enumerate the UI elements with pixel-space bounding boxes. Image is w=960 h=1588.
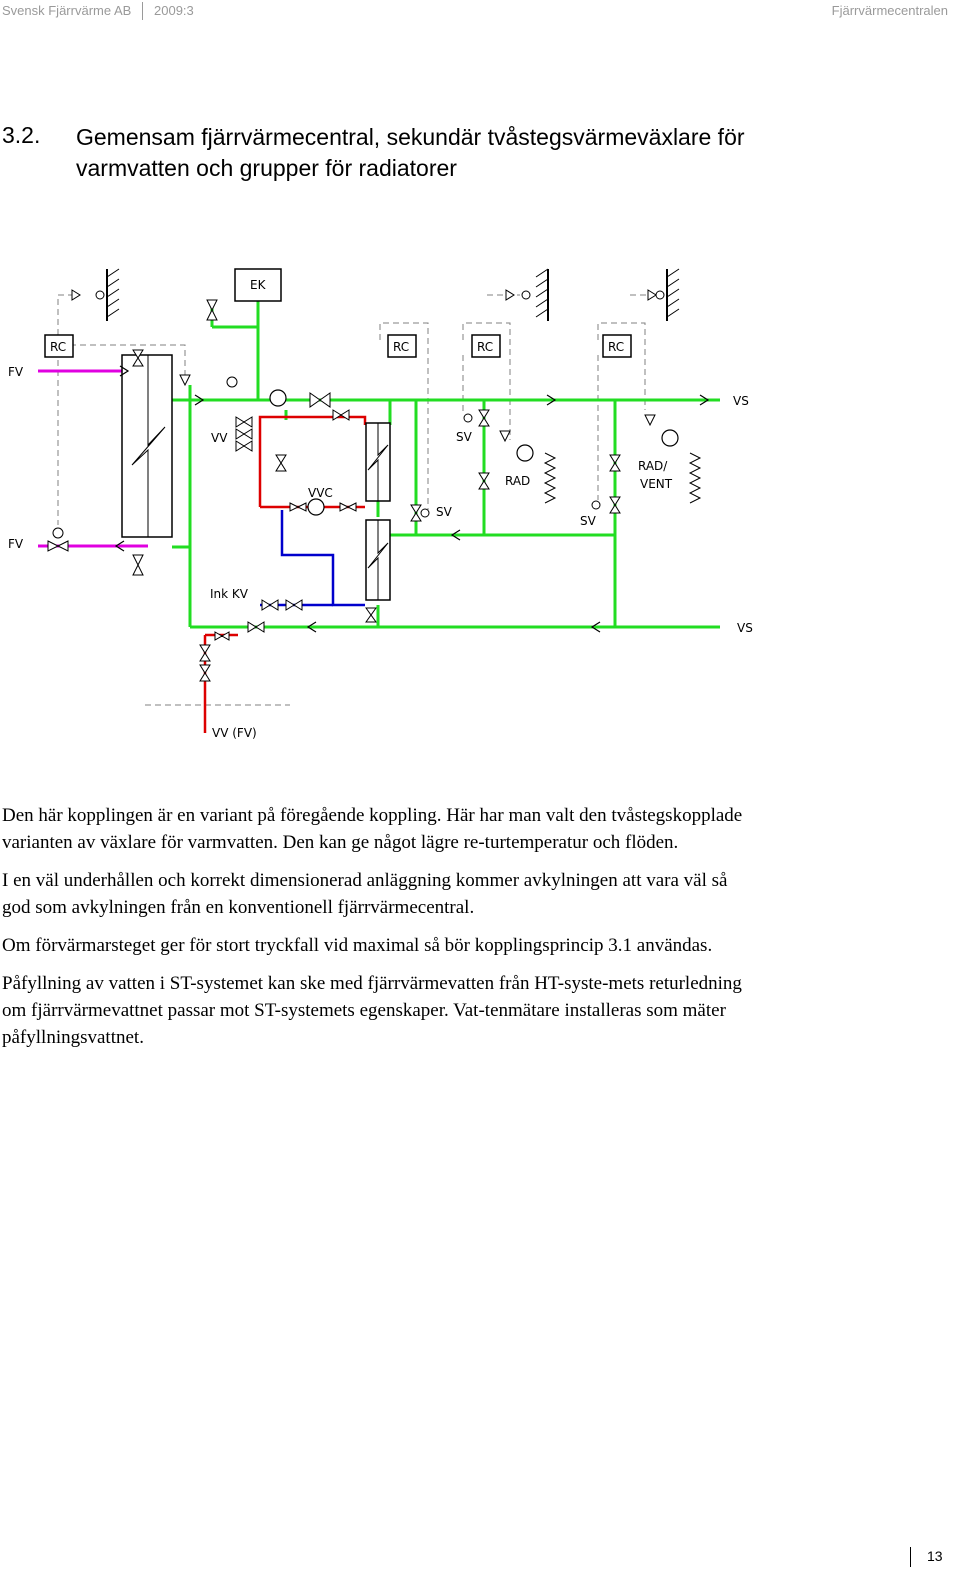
- label-fv-top: FV: [8, 365, 24, 379]
- page-number: 13: [927, 1548, 943, 1564]
- cold-water-pipes: [260, 510, 365, 605]
- label-ek: EK: [250, 278, 266, 292]
- rc-boxes: [45, 335, 631, 357]
- label-sv-3: SV: [580, 514, 596, 528]
- paragraph-1: Den här kopplingen är en variant på föregående koppling. Här har man valt den tvåstegskopplade varianten av växlare för varmvatten. Den kan ge något lägre re-turtemperatur och flöden.: [2, 805, 743, 853]
- label-rad-vent-1: RAD/: [638, 459, 668, 473]
- body-text: [2, 802, 754, 1062]
- paragraph-2: I en väl underhållen och korrekt dimensionerad anläggning kommer avkylningen att vara väl så god som avkylningen från en konventionell fjärrvärmecentral.: [2, 870, 728, 918]
- label-rad-vent-2: VENT: [640, 477, 673, 491]
- label-rc-4: RC: [608, 340, 625, 354]
- label-ink-kv: Ink KV: [210, 587, 248, 601]
- page-header: [0, 0, 960, 22]
- label-sv-1: SV: [456, 430, 472, 444]
- label-rc-1: RC: [50, 340, 67, 354]
- header-separator: [142, 2, 143, 20]
- label-vvc: VVC: [308, 486, 333, 500]
- label-rc-2: RC: [393, 340, 410, 354]
- header-company: Svensk Fjärrvärme AB: [2, 3, 132, 18]
- header-doc-title: Fjärrvärmecentralen: [831, 3, 948, 18]
- hatch-lines: [107, 269, 679, 317]
- section-title: Gemensam fjärrvärmecentral, sekundär tvåstegsvärmeväxlare för varmvatten och grupper för radiatorer: [76, 124, 745, 181]
- main-heat-exchanger: [122, 355, 172, 537]
- footer-bar: [910, 1547, 911, 1567]
- label-vv: VV: [211, 431, 228, 445]
- label-fv-bottom: FV: [8, 537, 24, 551]
- label-vs-top: VS: [733, 394, 749, 408]
- paragraph-3: Om förvärmarsteget ger för stort tryckfall vid maximal så bör kopplingsprincip 3.1 användas.: [2, 935, 713, 956]
- label-vv-fv: VV (FV): [212, 726, 257, 740]
- label-rad: RAD: [505, 474, 531, 488]
- wall-hatches: [107, 269, 667, 321]
- radiators: [545, 453, 700, 503]
- paragraph-4: Påfyllning av vatten i ST-systemet kan ske med fjärrvärmevatten från HT-syste-mets returledning om fjärrvärmevattnet passar mot ST-systemets egenskaper. Vat-tenmätare installeras som mäter påfyllningsvattnet.: [2, 973, 742, 1048]
- label-vs-bottom: VS: [737, 621, 753, 635]
- hot-water-pipes: [205, 417, 365, 733]
- header-year: 2009:3: [154, 3, 194, 18]
- label-sv-2: SV: [436, 505, 452, 519]
- label-rc-3: RC: [477, 340, 494, 354]
- piping-diagram: [0, 255, 800, 750]
- section-number: 3.2.: [2, 122, 41, 148]
